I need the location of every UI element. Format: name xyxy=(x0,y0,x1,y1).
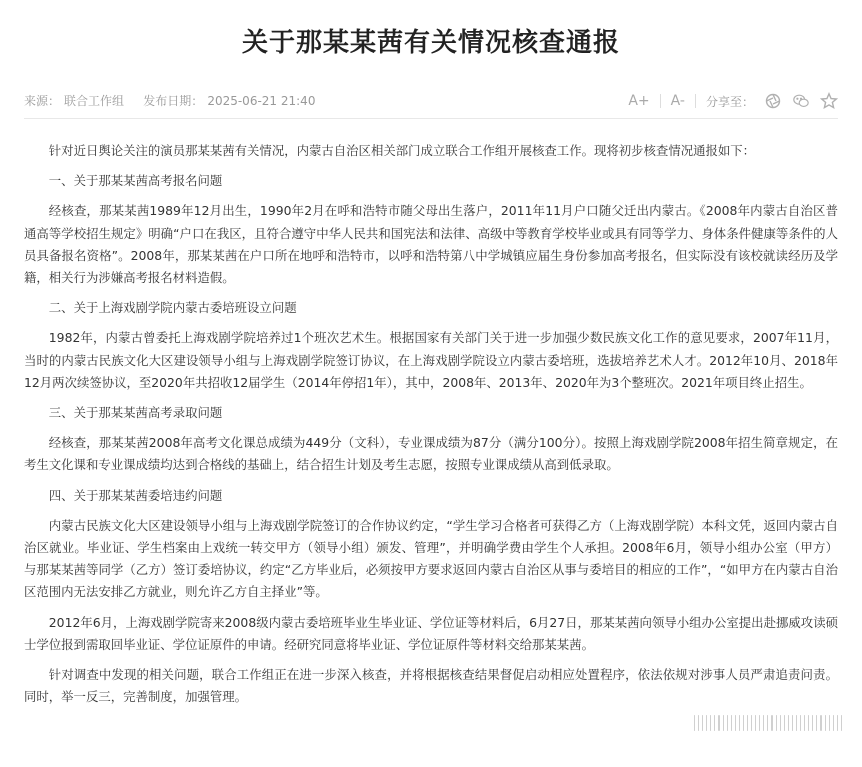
source-label: 来源： xyxy=(24,94,61,108)
article-toolbar xyxy=(618,88,838,114)
toolbar-divider xyxy=(695,94,696,108)
decorative-bars xyxy=(694,712,842,734)
date-value: 2025-06-21 21:40 xyxy=(207,94,316,108)
body-paragraph: 2012年6月，上海戏剧学院寄来2008级内蒙古委培班毕业生毕业证、学位证等材料后，6月27日，那某某茜向领导小组办公室提出赴挪威攻读硕士学位报到需取回毕业证、学位证原件的申请。经研究同意将毕业证、学位证原件等材料交给那某某茜。 xyxy=(24,614,838,652)
section-heading: 三、关于那某某茜高考录取问题 xyxy=(48,405,223,421)
font-increase-button[interactable]: A+ xyxy=(628,93,650,109)
body-paragraph: 1982年，内蒙古曾委托上海戏剧学院培养过1个班次艺术生。根据国家有关部门关于进一步加强少数民族文化工作的意见要求，2007年11月，当时的内蒙古民族文化大区建设领导小组与上海戏剧学院签订协议，在上海戏剧学院设立内蒙古委培班，选拔培养艺术人才。2012年10月、2018年12月两次续签协议，至2020年共招收12届学生（2014年停招1年），其中，2008年、2013年、2020年为3个整班次。2021年项目终止招生。 xyxy=(24,330,838,390)
wechat-icon[interactable] xyxy=(792,92,810,110)
toolbar-divider xyxy=(660,94,661,108)
font-decrease-button[interactable]: A- xyxy=(670,93,685,109)
closing-paragraph: 针对调查中发现的相关问题，联合工作组正在进一步深入核查，并将根据核查结果督促启动相应处置程序，依法依规对涉事人员严肃追责问责。同时，举一反三，完善制度，加强管理。 xyxy=(24,667,838,705)
section-heading: 一、关于那某某茜高考报名问题 xyxy=(48,173,223,189)
favorite-star-icon[interactable] xyxy=(820,92,838,110)
share-label: 分享至： xyxy=(705,94,754,109)
article-meta-bar xyxy=(24,88,838,114)
body-paragraph: 内蒙古民族文化大区建设领导小组与上海戏剧学院签订的合作协议约定，“学生学习合格者可获得乙方（上海戏剧学院）本科文凭，返回内蒙古自治区就业。毕业证、学生档案由上戏统一转交甲方（领导小组）颁发、管理”，并明确学费由学生个人承担。2008年6月，领导小组办公室（甲方）与那某某茜等同学（乙方）签订委培协议，约定“乙方毕业后，必须按甲方要求返回内蒙古自治区从事与委培目的相应的工作”，“如甲方在内蒙古自治区范围内无法安排乙方就业，则允许乙方自主择业”等。 xyxy=(24,517,838,600)
intro-paragraph: 针对近日舆论关注的演员那某某茜有关情况，内蒙古自治区相关部门成立联合工作组开展核查工作。现将初步核查情况通报如下： xyxy=(48,143,756,158)
date-label: 发布日期： xyxy=(143,94,204,108)
meta-divider xyxy=(24,118,838,119)
article-body xyxy=(24,140,838,716)
article-title: 关于那某某茜有关情况核查通报 xyxy=(241,28,620,58)
section-heading: 二、关于上海戏剧学院内蒙古委培班设立问题 xyxy=(48,300,297,316)
body-paragraph: 经核查，那某某茜2008年高考文化课总成绩为449分（文科），专业课成绩为87分（满分100分）。按照上海戏剧学院2008年招生简章规定，在考生文化课和专业课成绩均达到合格线的基础上，结合招生计划及考生志愿，按照专业课成绩从高到低录取。 xyxy=(24,435,838,473)
source-value: 联合工作组 xyxy=(64,94,125,108)
section-heading: 四、关于那某某茜委培违约问题 xyxy=(48,487,223,503)
article-meta xyxy=(24,92,319,109)
body-paragraph: 经核查，那某某茜1989年12月出生，1990年2月在呼和浩特市随父母出生落户，2011年11月户口随父迁出内蒙古。《2008年内蒙古自治区普通高等学校招生规定》明确“户口在我区，且符合遵守中华人民共和国宪法和法律、高级中等教育学校毕业或具有同等学力、身体条件健康等条件的人员具备报名资格”。2008年，那某某茜在户口所在地呼和浩特市，以呼和浩特第八中学城镇应届生身份参加高考报名，但实际没有该校就读经历及学籍，相关行为涉嫌高考报名材料造假。 xyxy=(24,203,838,286)
wechat-moments-icon[interactable] xyxy=(764,92,782,110)
